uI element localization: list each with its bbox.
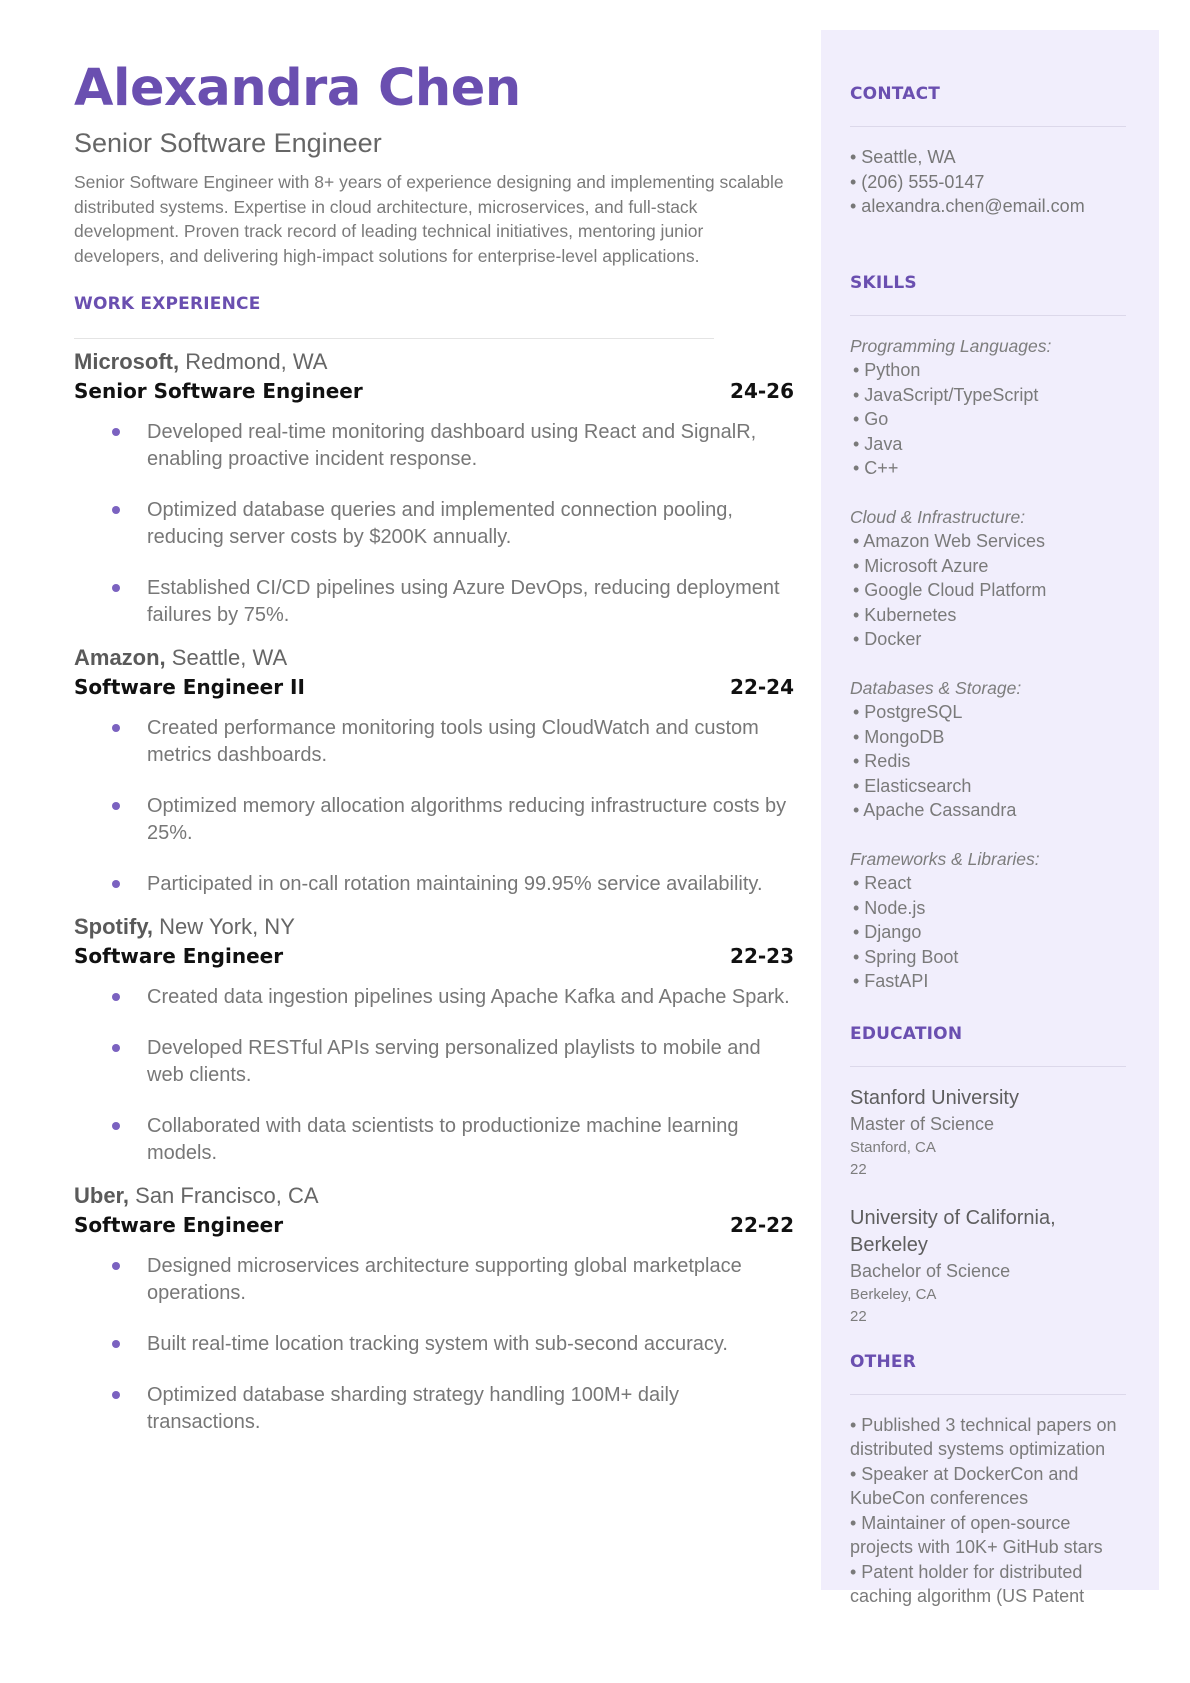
- skill-item: • Elasticsearch: [853, 775, 972, 796]
- skill-item: • JavaScript/TypeScript: [853, 384, 1039, 405]
- job-location: San Francisco, CA: [129, 1183, 319, 1208]
- job-role: Software Engineer: [74, 944, 284, 968]
- work-experience-heading: WORK EXPERIENCE: [74, 294, 261, 314]
- skill-item: • Spring Boot: [853, 946, 959, 967]
- other-item: • Speaker at DockerCon and KubeCon conferences: [850, 1463, 1079, 1508]
- skill-item: • React: [853, 873, 912, 893]
- bullet-item: [74, 1253, 794, 1307]
- skill-item: • Google Cloud Platform: [853, 580, 1047, 600]
- job-role-row: [74, 673, 794, 701]
- section-divider: [850, 1394, 1126, 1395]
- job-bullets: [74, 419, 794, 629]
- bullet-item: [74, 1035, 794, 1089]
- sidebar: [821, 30, 1159, 1606]
- bullet-item: [74, 715, 794, 769]
- degree: Bachelor of Science: [850, 1260, 1011, 1281]
- job-location: Redmond, WA: [179, 349, 328, 374]
- job-role-row: [74, 942, 794, 970]
- degree: Master of Science: [850, 1113, 995, 1134]
- skills-heading: SKILLS: [850, 272, 917, 293]
- section-divider: [850, 1066, 1126, 1067]
- main-column: [74, 58, 794, 1450]
- contact-item: • Seattle, WA: [850, 147, 956, 167]
- bullet-text: Optimized database sharding strategy handling 100M+ daily transactions.: [147, 1384, 679, 1433]
- bullet-text: Developed RESTful APIs serving personalized playlists to mobile and web clients.: [147, 1037, 761, 1086]
- job-employer: [74, 643, 794, 673]
- bullet-dot-icon: [112, 428, 120, 436]
- skill-item: • Node.js: [853, 897, 926, 918]
- education-list: [850, 1085, 1126, 1328]
- skill-group: [850, 334, 1126, 481]
- company-name: Uber,: [74, 1183, 130, 1208]
- school-location: Berkeley, CA: [850, 1285, 937, 1303]
- bullet-dot-icon: [112, 1122, 120, 1130]
- section-divider: [74, 338, 714, 339]
- bullet-item: [74, 984, 794, 1011]
- job-entry: [74, 643, 794, 898]
- skill-item: • Amazon Web Services: [853, 531, 1046, 551]
- job-bullets: [74, 1253, 794, 1436]
- skill-item: • C++: [853, 458, 899, 478]
- candidate-title: Senior Software Engineer: [74, 128, 382, 158]
- skill-item: • Go: [853, 409, 889, 429]
- job-dates: 22-23: [730, 944, 794, 968]
- graduation-year: 22: [850, 1160, 867, 1178]
- bullet-dot-icon: [112, 993, 120, 1001]
- bullet-text: Built real-time location tracking system with sub-second accuracy.: [147, 1333, 728, 1355]
- bullet-item: [74, 1382, 794, 1436]
- skill-category: Databases & Storage:: [850, 677, 1022, 698]
- other-item: • Patent holder for distributed caching algorithm (US Patent: [850, 1561, 1085, 1606]
- bullet-item: [74, 871, 794, 898]
- job-role-row: [74, 1211, 794, 1239]
- bullet-dot-icon: [112, 1262, 120, 1270]
- job-role: Software Engineer: [74, 1213, 284, 1237]
- school-location: Stanford, CA: [850, 1138, 936, 1156]
- bullet-text: Participated in on-call rotation maintaining 99.95% service availability.: [147, 873, 763, 895]
- bullet-text: Collaborated with data scientists to productionize machine learning models.: [147, 1115, 739, 1164]
- bullet-dot-icon: [112, 880, 120, 888]
- skill-group: [850, 505, 1126, 652]
- skill-item: • Redis: [853, 751, 911, 771]
- company-name: Amazon,: [74, 645, 166, 670]
- section-divider: [850, 126, 1126, 127]
- bullet-item: [74, 1113, 794, 1167]
- other-heading: OTHER: [850, 1351, 916, 1372]
- education-entry: [850, 1205, 1126, 1328]
- bullet-text: Developed real-time monitoring dashboard using React and SignalR, enabling proactive incident response.: [147, 421, 757, 470]
- bullet-dot-icon: [112, 802, 120, 810]
- skill-group: [850, 847, 1126, 994]
- skill-item: • Kubernetes: [853, 604, 957, 625]
- skill-item: • Java: [853, 433, 903, 454]
- bullet-text: Established CI/CD pipelines using Azure DevOps, reducing deployment failures by 75%.: [147, 577, 780, 626]
- job-entry: [74, 347, 794, 629]
- section-divider: [850, 315, 1126, 316]
- bullet-text: Optimized database queries and implemented connection pooling, reducing server costs by $200K annually.: [147, 499, 733, 548]
- other-item: • Published 3 technical papers on distributed systems optimization: [850, 1414, 1117, 1459]
- professional-summary: Senior Software Engineer with 8+ years of experience designing and implementing scalable distributed systems. Expertise in cloud architecture, microservices, and full-stack development. Proven track record of leading technical initiatives, mentoring junior developers, and delivering high-impact solutions for enterprise-level applications.: [74, 172, 784, 266]
- job-location: New York, NY: [153, 914, 295, 939]
- skill-item: • Django: [853, 922, 922, 942]
- bullet-item: [74, 497, 794, 551]
- skill-category: Programming Languages:: [850, 335, 1052, 356]
- job-employer: [74, 1181, 794, 1211]
- school-name: University of California, Berkeley: [850, 1206, 1056, 1256]
- job-employer: [74, 912, 794, 942]
- job-role-row: [74, 377, 794, 405]
- skill-item: • Apache Cassandra: [853, 800, 1017, 820]
- other-list: [850, 1413, 1126, 1609]
- job-bullets: [74, 715, 794, 898]
- job-role: Senior Software Engineer: [74, 379, 363, 403]
- contact-heading: CONTACT: [850, 84, 941, 104]
- skill-item: • Python: [853, 360, 921, 380]
- bullet-dot-icon: [112, 1340, 120, 1348]
- bullet-item: [74, 1331, 794, 1358]
- job-dates: 24-26: [730, 379, 794, 403]
- skill-item: • Docker: [853, 629, 922, 649]
- bullet-text: Optimized memory allocation algorithms reducing infrastructure costs by 25%.: [147, 795, 787, 844]
- bullet-text: Designed microservices architecture supporting global marketplace operations.: [147, 1255, 742, 1304]
- job-dates: 22-24: [730, 675, 794, 699]
- skill-item: • Microsoft Azure: [853, 555, 989, 576]
- job-list: [74, 347, 794, 1436]
- job-role: Software Engineer II: [74, 675, 305, 699]
- bullet-dot-icon: [112, 506, 120, 514]
- school-name: Stanford University: [850, 1086, 1019, 1109]
- bullet-item: [74, 419, 794, 473]
- skill-category: Frameworks & Libraries:: [850, 848, 1040, 869]
- skill-category: Cloud & Infrastructure:: [850, 506, 1026, 527]
- skill-item: • MongoDB: [853, 726, 945, 747]
- job-dates: 22-22: [730, 1213, 794, 1237]
- skill-item: • FastAPI: [853, 971, 929, 991]
- bullet-item: [74, 575, 794, 629]
- contact-item: • (206) 555-0147: [850, 171, 985, 192]
- graduation-year: 22: [850, 1307, 867, 1325]
- skill-group: [850, 676, 1126, 823]
- skill-groups: [850, 334, 1126, 994]
- contact-list: [850, 145, 1126, 219]
- company-name: Spotify,: [74, 914, 154, 939]
- education-entry: [850, 1085, 1126, 1181]
- job-entry: [74, 912, 794, 1167]
- bullet-text: Created performance monitoring tools using CloudWatch and custom metrics dashboards.: [147, 717, 759, 766]
- skill-item: • PostgreSQL: [853, 702, 963, 722]
- bullet-text: Created data ingestion pipelines using Apache Kafka and Apache Spark.: [147, 986, 790, 1008]
- job-location: Seattle, WA: [165, 645, 288, 670]
- bullet-dot-icon: [112, 1391, 120, 1399]
- bullet-dot-icon: [112, 1044, 120, 1052]
- job-employer: [74, 347, 794, 377]
- company-name: Microsoft,: [74, 349, 180, 374]
- bullet-dot-icon: [112, 724, 120, 732]
- bullet-item: [74, 793, 794, 847]
- candidate-name: Alexandra Chen: [74, 59, 521, 118]
- bullet-dot-icon: [112, 584, 120, 592]
- job-entry: [74, 1181, 794, 1436]
- other-item: • Maintainer of open-source projects with 10K+ GitHub stars: [850, 1512, 1103, 1557]
- job-bullets: [74, 984, 794, 1167]
- contact-item: • alexandra.chen@email.com: [850, 196, 1085, 216]
- education-heading: EDUCATION: [850, 1023, 963, 1044]
